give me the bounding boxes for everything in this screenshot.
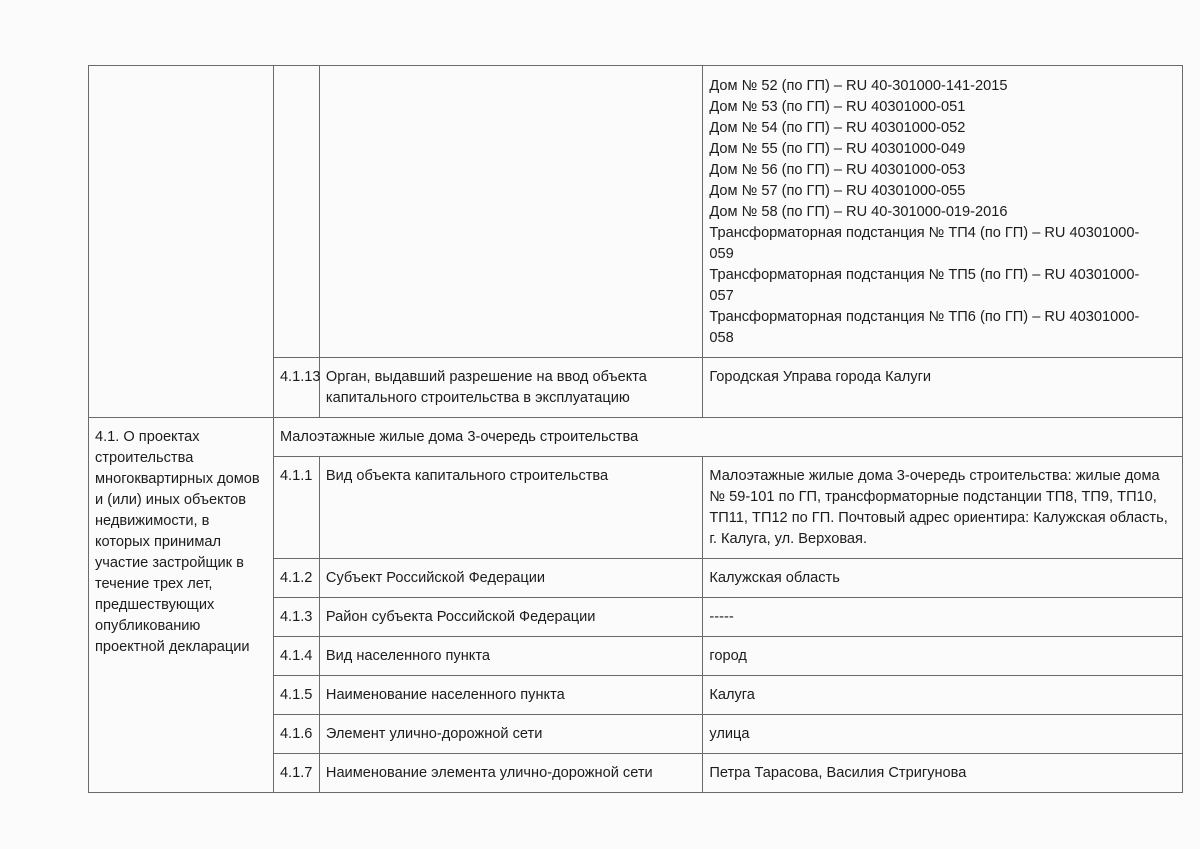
- row-label: Район субъекта Российской Федерации: [319, 598, 702, 637]
- row-value: город: [703, 637, 1183, 676]
- declaration-table: [88, 65, 1183, 793]
- permit-line: Трансформаторная подстанция № ТП5 (по ГП) – RU 40301000-: [709, 267, 1140, 283]
- section-title: 4.1. О проектах строительства многоквартирных домов и (или) иных объектов недвижимости, в которых принимал участие застройщик в течение трех лет, предшествующих опубликованию проектной декларации: [89, 418, 274, 793]
- permit-line: Трансформаторная подстанция № ТП4 (по ГП) – RU 40301000-: [709, 225, 1140, 241]
- permit-line: Трансформаторная подстанция № ТП6 (по ГП) – RU 40301000-: [709, 309, 1140, 325]
- row-label: Орган, выдавший разрешение на ввод объекта капитального строительства в эксплуатацию: [319, 358, 702, 418]
- permit-line: 059: [709, 246, 734, 262]
- permit-line: Дом № 58 (по ГП) – RU 40-301000-019-2016: [709, 204, 1008, 220]
- permit-line: Дом № 55 (по ГП) – RU 40301000-049: [709, 141, 966, 157]
- row-label: Вид объекта капитального строительства: [319, 457, 702, 559]
- row-value: Городская Управа города Калуги: [703, 358, 1183, 418]
- project-heading-row: [89, 418, 1183, 457]
- permits-list: [703, 66, 1183, 358]
- label-cell-empty: [319, 66, 702, 358]
- row-value: -----: [703, 598, 1183, 637]
- row-value: Петра Тарасова, Василия Стригунова: [703, 754, 1183, 793]
- row-number: 4.1.7: [273, 754, 319, 793]
- row-number: 4.1.2: [273, 559, 319, 598]
- row-label: Наименование населенного пункта: [319, 676, 702, 715]
- permit-line: 057: [709, 288, 734, 304]
- permits-continued-row: [89, 66, 1183, 358]
- row-value: Малоэтажные жилые дома 3-очередь строительства: жилые дома № 59-101 по ГП, трансформаторные подстанции ТП8, ТП9, ТП10, ТП11, ТП12 по ГП. Почтовый адрес ориентира: Калужская область, г. Калуга, ул. Верховая.: [703, 457, 1183, 559]
- row-label: Субъект Российской Федерации: [319, 559, 702, 598]
- row-number: 4.1.6: [273, 715, 319, 754]
- project-heading: Малоэтажные жилые дома 3-очередь строительства: [273, 418, 1182, 457]
- number-cell-empty: [273, 66, 319, 358]
- row-value: улица: [703, 715, 1183, 754]
- row-label: Вид населенного пункта: [319, 637, 702, 676]
- permit-line: Дом № 54 (по ГП) – RU 40301000-052: [709, 120, 966, 136]
- row-number: 4.1.13: [273, 358, 319, 418]
- row-number: 4.1.5: [273, 676, 319, 715]
- row-label: Элемент улично-дорожной сети: [319, 715, 702, 754]
- row-label: Наименование элемента улично-дорожной сети: [319, 754, 702, 793]
- permit-line: Дом № 56 (по ГП) – RU 40301000-053: [709, 162, 966, 178]
- permit-line: Дом № 52 (по ГП) – RU 40-301000-141-2015: [709, 78, 1008, 94]
- permit-line: Дом № 57 (по ГП) – RU 40301000-055: [709, 183, 966, 199]
- permit-line: Дом № 53 (по ГП) – RU 40301000-051: [709, 99, 966, 115]
- row-value: Калужская область: [703, 559, 1183, 598]
- permit-line: 058: [709, 330, 734, 346]
- row-number: 4.1.3: [273, 598, 319, 637]
- row-number: 4.1.1: [273, 457, 319, 559]
- row-number: 4.1.4: [273, 637, 319, 676]
- row-value: Калуга: [703, 676, 1183, 715]
- section-cell-previous: [89, 66, 274, 418]
